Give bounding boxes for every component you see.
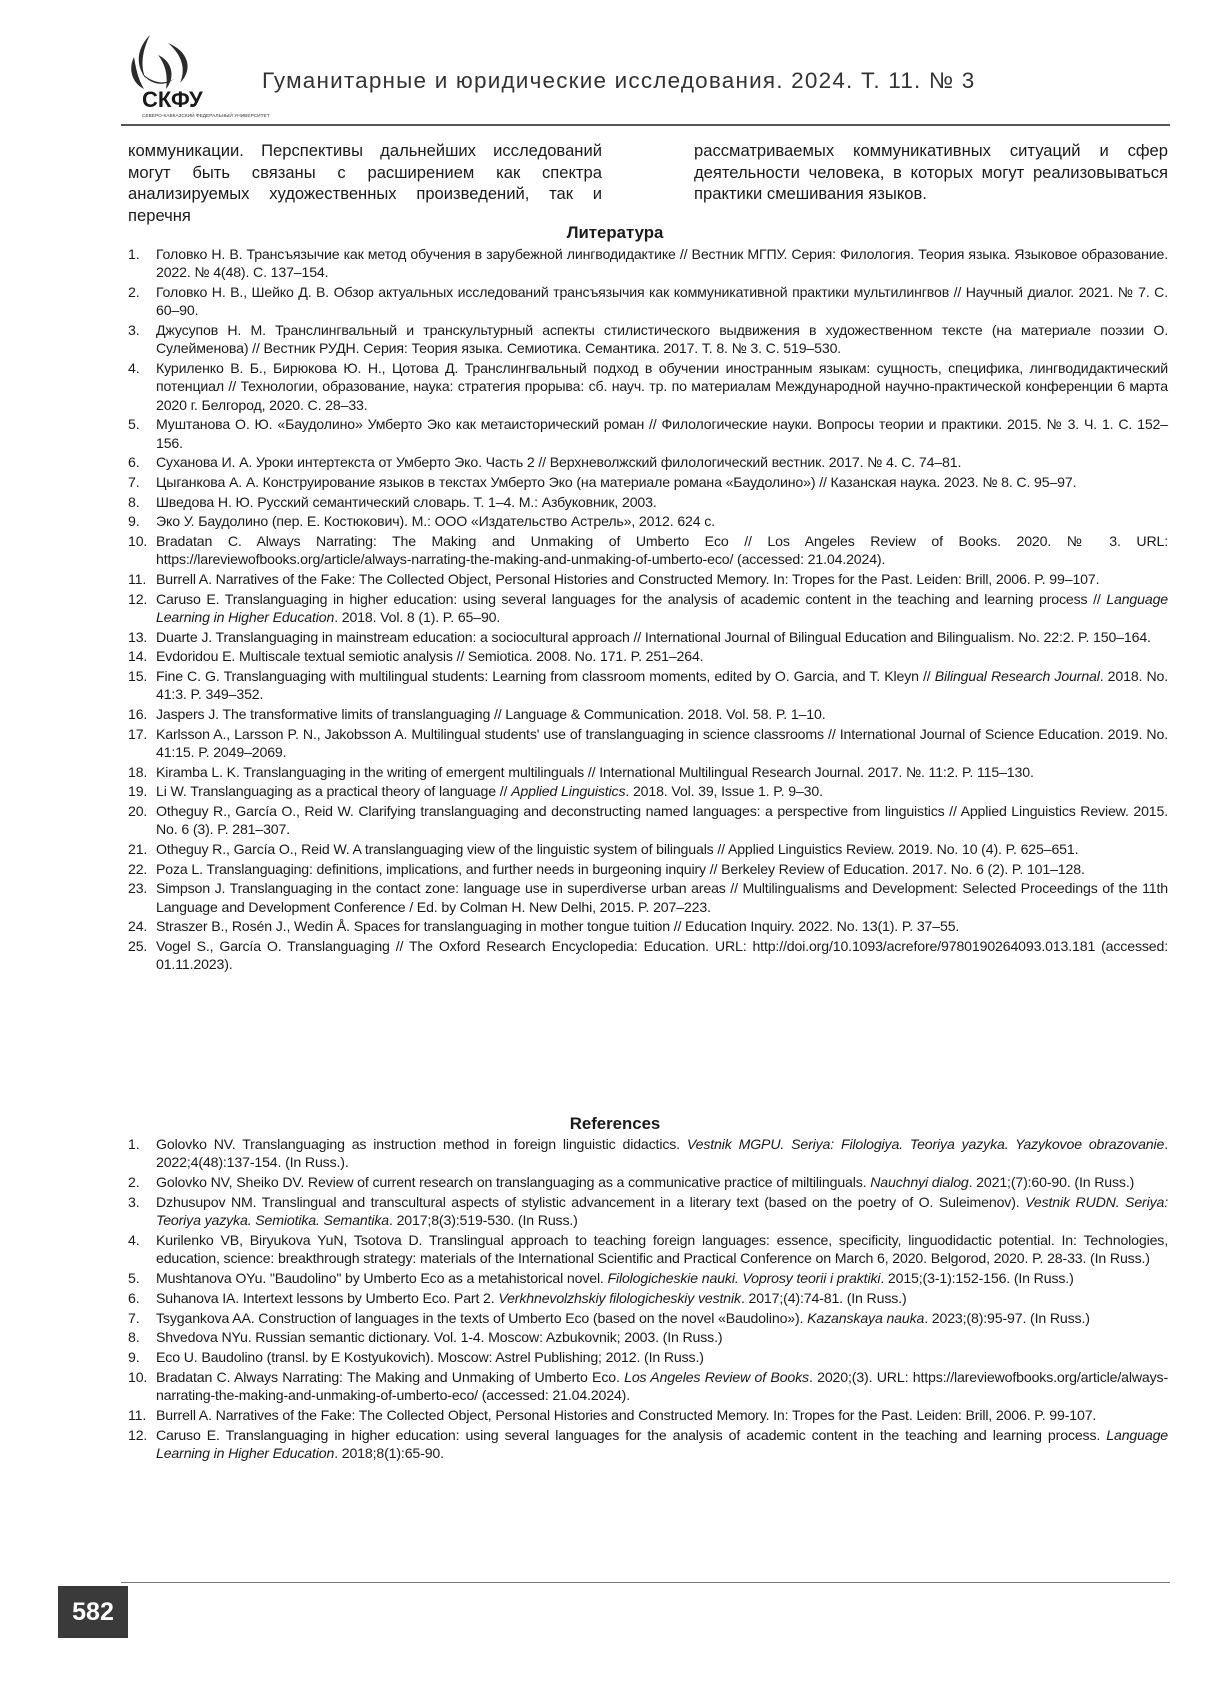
reference-text: Evdoridou E. Multiscale textual semiotic analysis // Semiotica. 2008. No. 171. P. 251–264.	[156, 648, 703, 664]
reference-item	[128, 1289, 1168, 1307]
reference-item	[128, 1328, 1168, 1346]
reference-text: . 2020;(3). URL: https://lareviewofbooks.org/article/always-narrating-the-making-and-unmaking-of-umberto-eco/ (accessed: 21.04.2024).	[156, 1369, 1168, 1403]
reference-number: 5.	[128, 415, 150, 433]
reference-item	[128, 1426, 1168, 1463]
reference-item	[128, 763, 1168, 781]
reference-number: 18.	[128, 763, 150, 781]
reference-text: . 2023;(8):95-97. (In Russ.)	[924, 1310, 1090, 1326]
reference-number: 4.	[128, 1231, 150, 1249]
reference-text: Джусупов Н. М. Транслингвальный и транскультурный аспекты стилистического выдвижения в художественном тексте (на материале поэзии О. Сулейменова) // Вестник РУДН. Серия: Теория языка. Семиотика. Семантика. 2017. Т. 8. № 3. С. 519–530.	[156, 322, 1168, 356]
reference-number: 25.	[128, 937, 150, 955]
reference-source-title: Kazanskaya nauka	[807, 1310, 924, 1326]
reference-text: Straszer B., Rosén J., Wedin Å. Spaces for translanguaging in mother tongue tuition // Education Inquiry. 2022. No. 13(1). P. 37–55.	[156, 918, 959, 934]
reference-item	[128, 1406, 1168, 1424]
literature-list	[128, 245, 1168, 975]
reference-text: Golovko NV. Translanguaging as instruction method in foreign linguistic didactics.	[156, 1136, 687, 1152]
reference-text: Fine C. G. Translanguaging with multilingual students: Learning from classroom moments, edited by O. Garcia, and T. Kleyn //	[156, 668, 935, 684]
reference-source-title: Language Learning in Higher Education	[156, 591, 1168, 625]
reference-text: Головко Н. В. Трансъязычие как метод обучения в зарубежной лингводидактике // Вестник МГПУ. Серия: Филология. Теория языка. Языковое образование. 2022. № 4(48). С. 137–154.	[156, 246, 1168, 280]
reference-text: . 2018;8(1):65-90.	[334, 1445, 444, 1461]
reference-text: . 2021;(7):60-90. (In Russ.)	[969, 1174, 1135, 1190]
header-divider	[121, 124, 1170, 126]
reference-item	[128, 532, 1168, 569]
reference-text: Burrell A. Narratives of the Fake: The Collected Object, Personal Histories and Constructed Memory. In: Tropes for the Past. Leiden: Brill, 2006. P. 99-107.	[156, 1407, 1096, 1423]
reference-item	[128, 628, 1168, 646]
reference-item	[128, 860, 1168, 878]
reference-text: . 2015;(3-1):152-156. (In Russ.)	[880, 1270, 1073, 1286]
reference-text: Цыганкова А. А. Конструирование языков в текстах Умберто Эко (на материале романа «Баудолино») // Казанская наука. 2023. № 8. С. 95–97.	[156, 474, 1076, 490]
reference-number: 24.	[128, 917, 150, 935]
reference-number: 7.	[128, 1309, 150, 1327]
reference-text: Jaspers J. The transformative limits of translanguaging // Language & Communication. 2018. Vol. 58. P. 1–10.	[156, 706, 826, 722]
reference-number: 6.	[128, 453, 150, 471]
reference-number: 1.	[128, 1135, 150, 1153]
reference-text: Bradatan C. Always Narrating: The Making and Unmaking of Umberto Eco.	[156, 1369, 624, 1385]
reference-item	[128, 647, 1168, 665]
reference-number: 9.	[128, 512, 150, 530]
reference-text: Mushtanova OYu. "Baudolino" by Umberto Eco as a metahistorical novel.	[156, 1270, 608, 1286]
reference-text: Otheguy R., García O., Reid W. Clarifying translanguaging and deconstructing named languages: a perspective from linguistics // Applied Linguistics Review. 2015. No. 6 (3). P. 281–307.	[156, 803, 1168, 837]
logo-text: СКФУ	[142, 87, 203, 112]
reference-number: 8.	[128, 493, 150, 511]
reference-text: . 2017;(4):74-81. (In Russ.)	[741, 1290, 907, 1306]
reference-number: 2.	[128, 283, 150, 301]
reference-source-title: Vestnik MGPU. Seriya: Filologiya. Teoriya yazyka. Yazykovoe obrazovanie	[687, 1136, 1164, 1152]
reference-text: Шведова Н. Ю. Русский семантический словарь. Т. 1–4. М.: Азбуковник, 2003.	[156, 494, 657, 510]
reference-item	[128, 1269, 1168, 1287]
reference-item	[128, 937, 1168, 974]
reference-text: . 2018. No. 41:3. P. 349–352.	[156, 668, 1168, 702]
reference-item	[128, 512, 1168, 530]
reference-text: Poza L. Translanguaging: definitions, implications, and further needs in burgeoning inquiry // Berkeley Review of Education. 2017. No. 6 (2). P. 101–128.	[156, 861, 1085, 877]
reference-number: 8.	[128, 1328, 150, 1346]
reference-item	[128, 917, 1168, 935]
reference-item	[128, 453, 1168, 471]
reference-text: Otheguy R., García O., Reid W. A translanguaging view of the linguistic system of bilinguals // Applied Linguistics Review. 2019. No. 10 (4). P. 625–651.	[156, 841, 1078, 857]
reference-item	[128, 1309, 1168, 1327]
reference-number: 12.	[128, 590, 150, 608]
reference-item	[128, 359, 1168, 414]
reference-item	[128, 493, 1168, 511]
reference-item	[128, 725, 1168, 762]
reference-number: 11.	[128, 570, 150, 588]
reference-number: 17.	[128, 725, 150, 743]
reference-number: 20.	[128, 802, 150, 820]
reference-text: Li W. Translanguaging as a practical theory of language //	[156, 783, 511, 799]
reference-text: Куриленко В. Б., Бирюкова Ю. Н., Цотова Д. Транслингвальный подход в обучении иностранным языкам: сущность, специфика, лингводидактический потенциал // Технологии, образование, наука: стратегия прорыва: сб. науч. тр. по материалам Международной научно-практической конференции 6 марта 2020 г. Белгород, 2020. С. 28–33.	[156, 360, 1168, 413]
reference-number: 15.	[128, 667, 150, 685]
reference-item	[128, 782, 1168, 800]
reference-number: 12.	[128, 1426, 150, 1444]
reference-item	[128, 1348, 1168, 1366]
reference-number: 21.	[128, 840, 150, 858]
reference-item	[128, 802, 1168, 839]
logo-subtext: СЕВЕРО-КАВКАЗСКИЙ ФЕДЕРАЛЬНЫЙ УНИВЕРСИТЕТ	[142, 111, 270, 119]
reference-source-title: Nauchnyi dialog	[870, 1174, 968, 1190]
reference-item	[128, 1173, 1168, 1191]
page-number: 582	[58, 1586, 128, 1638]
reference-text: Головко Н. В., Шейко Д. В. Обзор актуальных исследований трансъязычия как коммуникативной практики мультилингвов // Научный диалог. 2021. № 7. С. 60–90.	[156, 284, 1168, 318]
reference-text: Golovko NV, Sheiko DV. Review of current research on translanguaging as a communicative practice of miltilinguals.	[156, 1174, 870, 1190]
reference-text: Duarte J. Translanguaging in mainstream education: a sociocultural approach // International Journal of Bilingual Education and Bilingualism. No. 22:2. P. 150–164.	[156, 629, 1151, 645]
reference-source-title: Verkhnevolzhskiy filologicheskiy vestnik	[498, 1290, 741, 1306]
reference-source-title: Language Learning in Higher Education	[156, 1427, 1168, 1461]
reference-number: 2.	[128, 1173, 150, 1191]
reference-item	[128, 473, 1168, 491]
reference-number: 1.	[128, 245, 150, 263]
reference-text: Simpson J. Translanguaging in the contact zone: language use in superdiverse urban areas // Multilingualisms and Development: Selected Proceedings of the 11th Language and Development Conference / Ed. by Colman H. New Delhi, 2015. P. 207–223.	[156, 880, 1168, 914]
reference-number: 4.	[128, 359, 150, 377]
reference-item	[128, 1231, 1168, 1268]
intro-paragraph	[128, 140, 1168, 226]
reference-item	[128, 1135, 1168, 1172]
intro-left-column: коммуникации. Перспективы дальнейших исследований могут быть связаны с расширением как спектра анализируемых художественных произведений, так и перечня	[128, 140, 602, 226]
reference-text: Kurilenko VB, Biryukova YuN, Tsotova D. Translingual approach to teaching foreign languages: essence, specificity, linguodidactic potential. In: Technologies, education, science: breakthrough strategy: materials of the International Scientific and Practical Conference on March 6, 2020. Belgorod, 2020. P. 28-33. (In Russ.)	[156, 1232, 1168, 1266]
reference-text: . 2018. Vol. 8 (1). P. 65–90.	[334, 609, 500, 625]
reference-number: 7.	[128, 473, 150, 491]
reference-text: Kiramba L. K. Translanguaging in the writing of emergent multilinguals // International Multilingual Research Journal. 2017. №. 11:2. P. 115–130.	[156, 764, 1034, 780]
reference-text: Burrell A. Narratives of the Fake: The Collected Object, Personal Histories and Constructed Memory. In: Tropes for the Past. Leiden: Brill, 2006. P. 99–107.	[156, 571, 1099, 587]
reference-text: Dzhusupov NM. Translingual and transcultural aspects of stylistic advancement in a literary text (based on the poetry of O. Suleimenov).	[156, 1194, 1025, 1210]
reference-text: . 2022;4(48):137-154. (In Russ.).	[156, 1136, 1168, 1170]
reference-item	[128, 245, 1168, 282]
reference-text: Vogel S., García O. Translanguaging // The Oxford Research Encyclopedia: Education. URL: http://doi.org/10.1093/acrefore/9780190264093.013.181 (accessed: 01.11.2023).	[156, 938, 1168, 972]
reference-text: Eco U. Baudolino (transl. by E Kostyukovich). Moscow: Astrel Publishing; 2012. (In Russ.)	[156, 1349, 704, 1365]
reference-item	[128, 283, 1168, 320]
reference-source-title: Vestnik RUDN. Seriya: Teoriya yazyka. Semiotika. Semantika	[156, 1194, 1168, 1228]
reference-item	[128, 705, 1168, 723]
journal-title: Гуманитарные и юридические исследования. 2024. Т. 11. № 3	[262, 68, 975, 94]
reference-number: 6.	[128, 1289, 150, 1307]
reference-number: 22.	[128, 860, 150, 878]
reference-item	[128, 570, 1168, 588]
reference-number: 10.	[128, 532, 150, 550]
reference-number: 13.	[128, 628, 150, 646]
reference-text: Suhanova IA. Intertext lessons by Umberto Eco. Part 2.	[156, 1290, 498, 1306]
reference-item	[128, 879, 1168, 916]
reference-number: 3.	[128, 1193, 150, 1211]
footer-divider	[121, 1582, 1170, 1583]
reference-number: 9.	[128, 1348, 150, 1366]
reference-number: 16.	[128, 705, 150, 723]
reference-number: 11.	[128, 1406, 150, 1424]
references-list	[128, 1135, 1168, 1464]
reference-source-title: Los Angeles Review of Books	[624, 1369, 809, 1385]
reference-text: Caruso E. Translanguaging in higher education: using several languages for the analysis of academic content in the teaching and learning process //	[156, 591, 1106, 607]
reference-text: . 2018. Vol. 39, Issue 1. P. 9–30.	[625, 783, 822, 799]
reference-text: Caruso E. Translanguaging in higher education: using several languages for the analysis of academic content in the teaching and learning process.	[156, 1427, 1106, 1443]
intro-right-column: рассматриваемых коммуникативных ситуаций и сфер деятельности человека, в которых могут реализовываться практики смешивания языков.	[694, 140, 1168, 226]
reference-number: 3.	[128, 321, 150, 339]
reference-text: . 2017;8(3):519-530. (In Russ.)	[389, 1212, 578, 1228]
reference-text: Karlsson A., Larsson P. N., Jakobsson A. Multilingual students' use of translanguaging in science classrooms // International Journal of Science Education. 2019. No. 41:15. P. 2049–2069.	[156, 726, 1168, 760]
reference-item	[128, 840, 1168, 858]
references-heading: References	[0, 1114, 1230, 1134]
reference-text: Муштанова О. Ю. «Баудолино» Умберто Эко как метаисторический роман // Филологические науки. Вопросы теории и практики. 2015. № 3. Ч. 1. С. 152–156.	[156, 416, 1168, 450]
reference-source-title: Applied Linguistics	[511, 783, 625, 799]
reference-source-title: Filologicheskie nauki. Voprosy teorii i praktiki	[608, 1270, 881, 1286]
reference-item	[128, 667, 1168, 704]
reference-number: 10.	[128, 1368, 150, 1386]
reference-item	[128, 415, 1168, 452]
reference-number: 23.	[128, 879, 150, 897]
reference-text: Bradatan C. Always Narrating: The Making and Unmaking of Umberto Eco // Los Angeles Review of Books. 2020. № 3. URL: https://lareviewofbooks.org/article/always-narrating-the-making-and-unmaking-of-umberto-eco/ (accessed: 21.04.2024).	[156, 533, 1168, 567]
reference-item	[128, 1193, 1168, 1230]
page-header	[0, 0, 1200, 125]
reference-text: Tsygankova AA. Construction of languages in the texts of Umberto Eco (based on the novel «Baudolino»).	[156, 1310, 807, 1326]
reference-item	[128, 590, 1168, 627]
reference-item	[128, 1368, 1168, 1405]
reference-number: 14.	[128, 647, 150, 665]
literature-heading: Литература	[0, 223, 1230, 243]
reference-source-title: Bilingual Research Journal	[935, 668, 1100, 684]
reference-item	[128, 321, 1168, 358]
reference-text: Эко У. Баудолино (пер. Е. Костюкович). М.: ООО «Издательство Астрель», 2012. 624 с.	[156, 513, 715, 529]
reference-text: Shvedova NYu. Russian semantic dictionary. Vol. 1-4. Moscow: Azbukovnik; 2003. (In Russ.)	[156, 1329, 722, 1345]
university-logo	[128, 33, 240, 123]
reference-number: 19.	[128, 782, 150, 800]
reference-number: 5.	[128, 1269, 150, 1287]
reference-text: Суханова И. А. Уроки интертекста от Умберто Эко. Часть 2 // Верхневолжский филологический вестник. 2017. № 4. С. 74–81.	[156, 454, 961, 470]
